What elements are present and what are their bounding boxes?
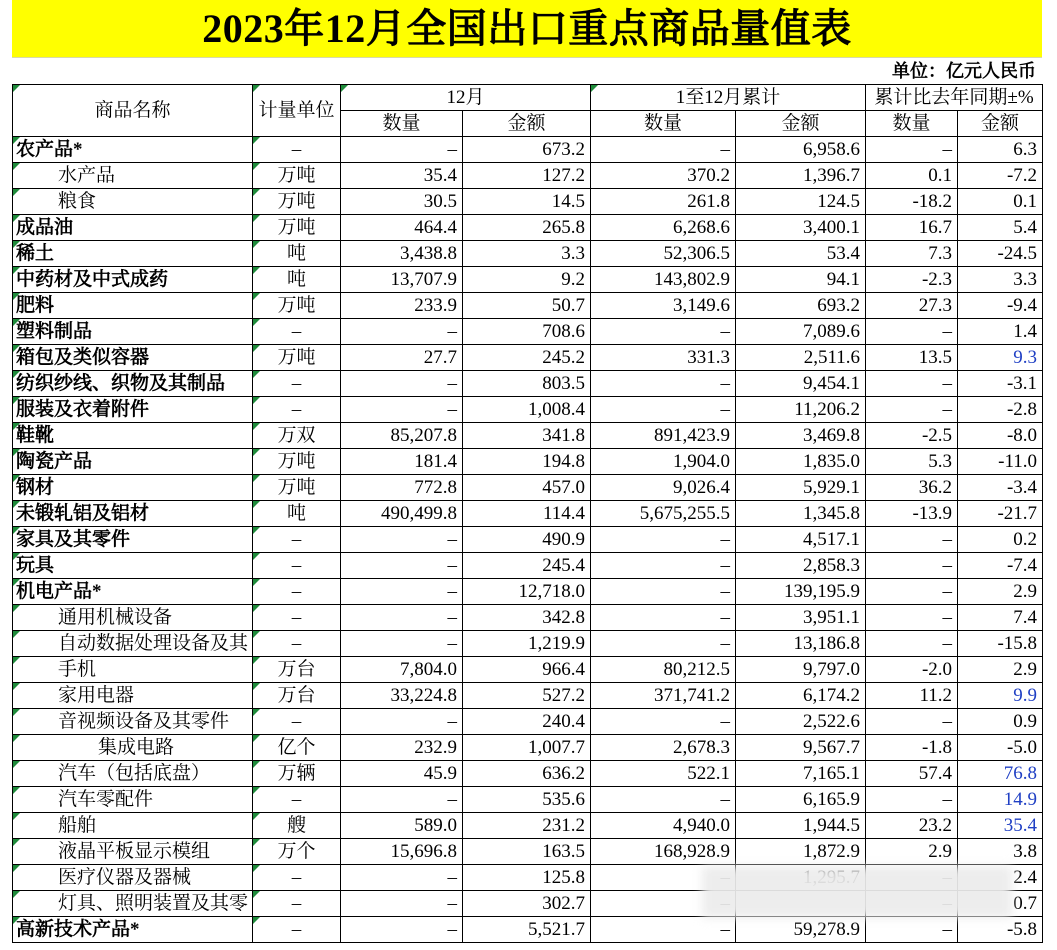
cell-yoy-amount: -2.8 <box>958 397 1043 423</box>
cell-cumulative-qty: – <box>591 527 736 553</box>
cell-name: 服装及衣着附件 <box>13 397 253 423</box>
cell-name: 医疗仪器及器械 <box>13 865 253 891</box>
cell-yoy-qty: – <box>866 319 958 345</box>
table-row <box>13 137 1043 163</box>
cell-yoy-amount: -21.7 <box>958 501 1043 527</box>
cell-unit: – <box>253 579 341 605</box>
cell-name: 钢材 <box>13 475 253 501</box>
cell-cumulative-amount: 124.5 <box>736 189 866 215</box>
cell-month-amount: 1,219.9 <box>463 631 591 657</box>
cell-month-qty: 233.9 <box>341 293 463 319</box>
cell-yoy-qty: 36.2 <box>866 475 958 501</box>
cell-month-qty: 45.9 <box>341 761 463 787</box>
cell-month-qty: – <box>341 865 463 891</box>
cell-month-qty: – <box>341 709 463 735</box>
table-row <box>13 761 1043 787</box>
table-row <box>13 657 1043 683</box>
cell-unit: – <box>253 319 341 345</box>
cell-cumulative-qty: 9,026.4 <box>591 475 736 501</box>
cell-yoy-qty: – <box>866 137 958 163</box>
cell-month-qty: 30.5 <box>341 189 463 215</box>
cell-month-amount: 231.2 <box>463 813 591 839</box>
cell-month-qty: – <box>341 605 463 631</box>
cell-month-amount: 3.3 <box>463 241 591 267</box>
unit-note: 单位：亿元人民币 <box>892 61 1036 81</box>
cell-cumulative-amount: 9,454.1 <box>736 371 866 397</box>
cell-cumulative-amount: 2,522.6 <box>736 709 866 735</box>
cell-yoy-qty: – <box>866 527 958 553</box>
cell-unit: 万吨 <box>253 345 341 371</box>
cell-unit: – <box>253 709 341 735</box>
cell-cumulative-qty: – <box>591 917 736 943</box>
cell-cumulative-amount: 1,872.9 <box>736 839 866 865</box>
cell-yoy-qty: -2.0 <box>866 657 958 683</box>
cell-name: 家具及其零件 <box>13 527 253 553</box>
cell-yoy-amount: 5.4 <box>958 215 1043 241</box>
cell-month-amount: 342.8 <box>463 605 591 631</box>
cell-yoy-qty: – <box>866 605 958 631</box>
cell-month-qty: – <box>341 371 463 397</box>
cell-name: 音视频设备及其零件 <box>13 709 253 735</box>
cell-month-amount: 240.4 <box>463 709 591 735</box>
cell-unit: 万辆 <box>253 761 341 787</box>
cell-yoy-amount: 1.4 <box>958 319 1043 345</box>
cell-name: 中药材及中式成药 <box>13 267 253 293</box>
cell-month-amount: 535.6 <box>463 787 591 813</box>
cell-month-amount: 527.2 <box>463 683 591 709</box>
cell-name: 玩具 <box>13 553 253 579</box>
table-row <box>13 813 1043 839</box>
cell-yoy-qty: – <box>866 579 958 605</box>
header-unit: 计量单位 <box>253 85 341 137</box>
cell-month-amount: 245.2 <box>463 345 591 371</box>
cell-yoy-amount: 0.2 <box>958 527 1043 553</box>
cell-name: 农产品* <box>13 137 253 163</box>
cell-month-amount: 125.8 <box>463 865 591 891</box>
cell-name: 箱包及类似容器 <box>13 345 253 371</box>
cell-name: 汽车零配件 <box>13 787 253 813</box>
table-row <box>13 293 1043 319</box>
table-row <box>13 241 1043 267</box>
header-month-amount: 金额 <box>463 111 591 137</box>
cell-cumulative-qty: 3,149.6 <box>591 293 736 319</box>
table-row <box>13 839 1043 865</box>
table-row <box>13 423 1043 449</box>
cell-unit: 万吨 <box>253 449 341 475</box>
cell-month-qty: 85,207.8 <box>341 423 463 449</box>
cell-cumulative-qty: 371,741.2 <box>591 683 736 709</box>
cell-name: 稀土 <box>13 241 253 267</box>
cell-month-amount: 490.9 <box>463 527 591 553</box>
table-row <box>13 605 1043 631</box>
cell-yoy-amount: -9.4 <box>958 293 1043 319</box>
cell-unit: – <box>253 865 341 891</box>
page-title: 2023年12月全国出口重点商品量值表 <box>12 0 1042 58</box>
cell-month-amount: 163.5 <box>463 839 591 865</box>
cell-month-qty: 33,224.8 <box>341 683 463 709</box>
cell-cumulative-qty: 5,675,255.5 <box>591 501 736 527</box>
table-row <box>13 917 1043 943</box>
watermark-blur <box>702 866 1012 918</box>
cell-month-amount: 636.2 <box>463 761 591 787</box>
cell-yoy-qty: -1.8 <box>866 735 958 761</box>
cell-month-amount: 12,718.0 <box>463 579 591 605</box>
cell-yoy-qty: 11.2 <box>866 683 958 709</box>
cell-cumulative-amount: 11,206.2 <box>736 397 866 423</box>
cell-yoy-amount: 0.7 <box>958 891 1043 917</box>
cell-name: 自动数据处理设备及其 <box>13 631 253 657</box>
cell-month-amount: 341.8 <box>463 423 591 449</box>
cell-name: 集成电路 <box>13 735 253 761</box>
table-header <box>13 85 1043 137</box>
table-row <box>13 553 1043 579</box>
cell-cumulative-qty: – <box>591 579 736 605</box>
cell-month-qty: 464.4 <box>341 215 463 241</box>
cell-yoy-qty: 5.3 <box>866 449 958 475</box>
cell-cumulative-qty: 6,268.6 <box>591 215 736 241</box>
cell-cumulative-amount: 3,951.1 <box>736 605 866 631</box>
cell-name: 机电产品* <box>13 579 253 605</box>
cell-name: 通用机械设备 <box>13 605 253 631</box>
header-yoy-qty: 数量 <box>866 111 958 137</box>
cell-cumulative-amount: 13,186.8 <box>736 631 866 657</box>
cell-cumulative-amount: 59,278.9 <box>736 917 866 943</box>
cell-cumulative-amount: 4,517.1 <box>736 527 866 553</box>
cell-name: 纺织纱线、织物及其制品 <box>13 371 253 397</box>
cell-yoy-qty: 23.2 <box>866 813 958 839</box>
cell-unit: – <box>253 397 341 423</box>
header-month-qty: 数量 <box>341 111 463 137</box>
cell-month-amount: 50.7 <box>463 293 591 319</box>
cell-cumulative-amount: 94.1 <box>736 267 866 293</box>
cell-yoy-amount: -11.0 <box>958 449 1043 475</box>
cell-unit: – <box>253 371 341 397</box>
cell-unit: 万吨 <box>253 215 341 241</box>
cell-unit: 亿个 <box>253 735 341 761</box>
cell-yoy-qty: 0.1 <box>866 163 958 189</box>
cell-month-qty: 772.8 <box>341 475 463 501</box>
cell-yoy-qty: 2.9 <box>866 839 958 865</box>
cell-yoy-amount: -3.4 <box>958 475 1043 501</box>
cell-cumulative-amount: 6,165.9 <box>736 787 866 813</box>
cell-unit: – <box>253 631 341 657</box>
cell-yoy-amount: 2.4 <box>958 865 1043 891</box>
cell-cumulative-amount: 693.2 <box>736 293 866 319</box>
cell-name: 塑料制品 <box>13 319 253 345</box>
cell-cumulative-amount: 1,396.7 <box>736 163 866 189</box>
cell-cumulative-amount: 7,165.1 <box>736 761 866 787</box>
cell-month-qty: 3,438.8 <box>341 241 463 267</box>
cell-yoy-amount: -24.5 <box>958 241 1043 267</box>
cell-month-qty: – <box>341 917 463 943</box>
cell-yoy-amount: -8.0 <box>958 423 1043 449</box>
cell-cumulative-amount: 2,858.3 <box>736 553 866 579</box>
cell-month-qty: 13,707.9 <box>341 267 463 293</box>
cell-cumulative-qty: – <box>591 787 736 813</box>
cell-name: 汽车（包括底盘） <box>13 761 253 787</box>
cell-month-qty: 181.4 <box>341 449 463 475</box>
table-row <box>13 475 1043 501</box>
cell-yoy-qty: -2.5 <box>866 423 958 449</box>
cell-yoy-qty: -2.3 <box>866 267 958 293</box>
cell-cumulative-qty: 143,802.9 <box>591 267 736 293</box>
cell-cumulative-qty: – <box>591 397 736 423</box>
cell-yoy-qty: – <box>866 397 958 423</box>
cell-unit: 万双 <box>253 423 341 449</box>
cell-unit: – <box>253 917 341 943</box>
cell-cumulative-qty: 261.8 <box>591 189 736 215</box>
cell-cumulative-amount: 9,797.0 <box>736 657 866 683</box>
cell-cumulative-amount: 5,929.1 <box>736 475 866 501</box>
header-yoy: 累计比去年同期±% <box>866 85 1043 111</box>
cell-unit: – <box>253 891 341 917</box>
cell-month-amount: 245.4 <box>463 553 591 579</box>
cell-name: 家用电器 <box>13 683 253 709</box>
cell-cumulative-amount: 1,835.0 <box>736 449 866 475</box>
cell-month-amount: 803.5 <box>463 371 591 397</box>
cell-month-amount: 194.8 <box>463 449 591 475</box>
cell-name: 船舶 <box>13 813 253 839</box>
cell-yoy-amount: 35.4 <box>958 813 1043 839</box>
cell-yoy-qty: – <box>866 709 958 735</box>
header-cumulative-amount: 金额 <box>736 111 866 137</box>
header-cumulative: 1至12月累计 <box>591 85 866 111</box>
table-row <box>13 397 1043 423</box>
cell-month-amount: 265.8 <box>463 215 591 241</box>
table-row <box>13 579 1043 605</box>
cell-name: 肥料 <box>13 293 253 319</box>
cell-cumulative-qty: 80,212.5 <box>591 657 736 683</box>
cell-month-amount: 1,007.7 <box>463 735 591 761</box>
cell-cumulative-qty: 52,306.5 <box>591 241 736 267</box>
cell-unit: – <box>253 527 341 553</box>
cell-month-amount: 457.0 <box>463 475 591 501</box>
table-row <box>13 735 1043 761</box>
cell-unit: 万吨 <box>253 293 341 319</box>
table-row <box>13 215 1043 241</box>
cell-yoy-qty: – <box>866 917 958 943</box>
cell-month-amount: 114.4 <box>463 501 591 527</box>
cell-cumulative-qty: – <box>591 605 736 631</box>
cell-cumulative-amount: 6,174.2 <box>736 683 866 709</box>
cell-month-amount: 708.6 <box>463 319 591 345</box>
cell-yoy-amount: -5.8 <box>958 917 1043 943</box>
cell-month-qty: 35.4 <box>341 163 463 189</box>
cell-yoy-amount: 2.9 <box>958 579 1043 605</box>
header-row-top <box>13 85 1043 111</box>
cell-cumulative-qty: – <box>591 709 736 735</box>
cell-yoy-amount: 0.9 <box>958 709 1043 735</box>
cell-yoy-amount: 76.8 <box>958 761 1043 787</box>
cell-name: 灯具、照明装置及其零 <box>13 891 253 917</box>
cell-yoy-qty: – <box>866 787 958 813</box>
cell-yoy-amount: -7.4 <box>958 553 1043 579</box>
cell-unit: – <box>253 553 341 579</box>
cell-month-amount: 302.7 <box>463 891 591 917</box>
cell-yoy-qty: – <box>866 553 958 579</box>
table-row <box>13 319 1043 345</box>
table-row <box>13 709 1043 735</box>
table-row <box>13 345 1043 371</box>
table-row <box>13 189 1043 215</box>
header-month: 12月 <box>341 85 591 111</box>
table-row <box>13 683 1043 709</box>
cell-month-qty: – <box>341 787 463 813</box>
cell-cumulative-amount: 139,195.9 <box>736 579 866 605</box>
cell-cumulative-amount: 2,511.6 <box>736 345 866 371</box>
cell-month-qty: 27.7 <box>341 345 463 371</box>
cell-month-qty: – <box>341 527 463 553</box>
cell-yoy-amount: 9.3 <box>958 345 1043 371</box>
cell-unit: – <box>253 605 341 631</box>
cell-month-amount: 14.5 <box>463 189 591 215</box>
cell-cumulative-qty: 1,904.0 <box>591 449 736 475</box>
cell-month-qty: – <box>341 319 463 345</box>
cell-month-amount: 9.2 <box>463 267 591 293</box>
cell-yoy-qty: 7.3 <box>866 241 958 267</box>
cell-name: 陶瓷产品 <box>13 449 253 475</box>
cell-cumulative-qty: 168,928.9 <box>591 839 736 865</box>
cell-month-amount: 966.4 <box>463 657 591 683</box>
cell-yoy-amount: -5.0 <box>958 735 1043 761</box>
export-table <box>12 84 1043 943</box>
cell-yoy-qty: 13.5 <box>866 345 958 371</box>
cell-unit: 万吨 <box>253 475 341 501</box>
cell-yoy-qty: – <box>866 371 958 397</box>
cell-yoy-amount: 6.3 <box>958 137 1043 163</box>
cell-unit: 万吨 <box>253 163 341 189</box>
cell-cumulative-qty: 4,940.0 <box>591 813 736 839</box>
cell-month-qty: 232.9 <box>341 735 463 761</box>
cell-month-qty: – <box>341 553 463 579</box>
cell-name: 鞋靴 <box>13 423 253 449</box>
cell-cumulative-qty: – <box>591 553 736 579</box>
cell-cumulative-amount: 9,567.7 <box>736 735 866 761</box>
cell-unit: 吨 <box>253 501 341 527</box>
cell-yoy-amount: 7.4 <box>958 605 1043 631</box>
cell-month-qty: 7,804.0 <box>341 657 463 683</box>
cell-yoy-amount: 2.9 <box>958 657 1043 683</box>
table-row <box>13 631 1043 657</box>
cell-cumulative-qty: 891,423.9 <box>591 423 736 449</box>
cell-yoy-qty: 57.4 <box>866 761 958 787</box>
cell-name: 成品油 <box>13 215 253 241</box>
cell-cumulative-amount: 3,469.8 <box>736 423 866 449</box>
table-row <box>13 267 1043 293</box>
cell-cumulative-qty: – <box>591 631 736 657</box>
cell-month-qty: – <box>341 631 463 657</box>
cell-month-amount: 673.2 <box>463 137 591 163</box>
cell-cumulative-qty: – <box>591 137 736 163</box>
cell-month-amount: 127.2 <box>463 163 591 189</box>
cell-yoy-amount: 14.9 <box>958 787 1043 813</box>
table-row <box>13 501 1043 527</box>
cell-cumulative-amount: 53.4 <box>736 241 866 267</box>
header-product-name: 商品名称 <box>13 85 253 137</box>
cell-month-amount: 5,521.7 <box>463 917 591 943</box>
cell-yoy-amount: -7.2 <box>958 163 1043 189</box>
header-cumulative-qty: 数量 <box>591 111 736 137</box>
table-row <box>13 449 1043 475</box>
cell-unit: – <box>253 137 341 163</box>
cell-unit: 吨 <box>253 267 341 293</box>
cell-cumulative-amount: 1,345.8 <box>736 501 866 527</box>
cell-yoy-qty: -18.2 <box>866 189 958 215</box>
cell-yoy-amount: 0.1 <box>958 189 1043 215</box>
cell-yoy-amount: -15.8 <box>958 631 1043 657</box>
cell-month-qty: – <box>341 579 463 605</box>
table-row <box>13 371 1043 397</box>
cell-name: 水产品 <box>13 163 253 189</box>
cell-yoy-amount: 3.8 <box>958 839 1043 865</box>
cell-month-qty: 15,696.8 <box>341 839 463 865</box>
table-body <box>13 137 1043 943</box>
cell-cumulative-amount: 3,400.1 <box>736 215 866 241</box>
cell-name: 未锻轧铝及铝材 <box>13 501 253 527</box>
cell-yoy-qty: 16.7 <box>866 215 958 241</box>
cell-yoy-amount: 3.3 <box>958 267 1043 293</box>
cell-yoy-qty: 27.3 <box>866 293 958 319</box>
cell-unit: 艘 <box>253 813 341 839</box>
cell-unit: 吨 <box>253 241 341 267</box>
cell-unit: 万吨 <box>253 189 341 215</box>
cell-month-qty: 589.0 <box>341 813 463 839</box>
cell-cumulative-qty: 2,678.3 <box>591 735 736 761</box>
cell-month-amount: 1,008.4 <box>463 397 591 423</box>
cell-unit: 万台 <box>253 657 341 683</box>
cell-cumulative-qty: 331.3 <box>591 345 736 371</box>
table-row <box>13 527 1043 553</box>
cell-month-qty: 490,499.8 <box>341 501 463 527</box>
cell-name: 手机 <box>13 657 253 683</box>
cell-yoy-qty: -13.9 <box>866 501 958 527</box>
cell-unit: – <box>253 787 341 813</box>
cell-cumulative-qty: – <box>591 319 736 345</box>
cell-cumulative-amount: 6,958.6 <box>736 137 866 163</box>
cell-unit: 万个 <box>253 839 341 865</box>
header-yoy-amount: 金额 <box>958 111 1043 137</box>
cell-month-qty: – <box>341 137 463 163</box>
cell-cumulative-amount: 1,944.5 <box>736 813 866 839</box>
cell-cumulative-qty: 522.1 <box>591 761 736 787</box>
cell-yoy-amount: -3.1 <box>958 371 1043 397</box>
cell-yoy-qty: – <box>866 631 958 657</box>
cell-cumulative-qty: 370.2 <box>591 163 736 189</box>
cell-unit: 万台 <box>253 683 341 709</box>
cell-name: 高新技术产品* <box>13 917 253 943</box>
table-row <box>13 787 1043 813</box>
cell-month-qty: – <box>341 891 463 917</box>
cell-cumulative-amount: 7,089.6 <box>736 319 866 345</box>
cell-cumulative-qty: – <box>591 371 736 397</box>
cell-name: 液晶平板显示模组 <box>13 839 253 865</box>
cell-month-qty: – <box>341 397 463 423</box>
table-row <box>13 163 1043 189</box>
cell-name: 粮食 <box>13 189 253 215</box>
cell-yoy-amount: 9.9 <box>958 683 1043 709</box>
